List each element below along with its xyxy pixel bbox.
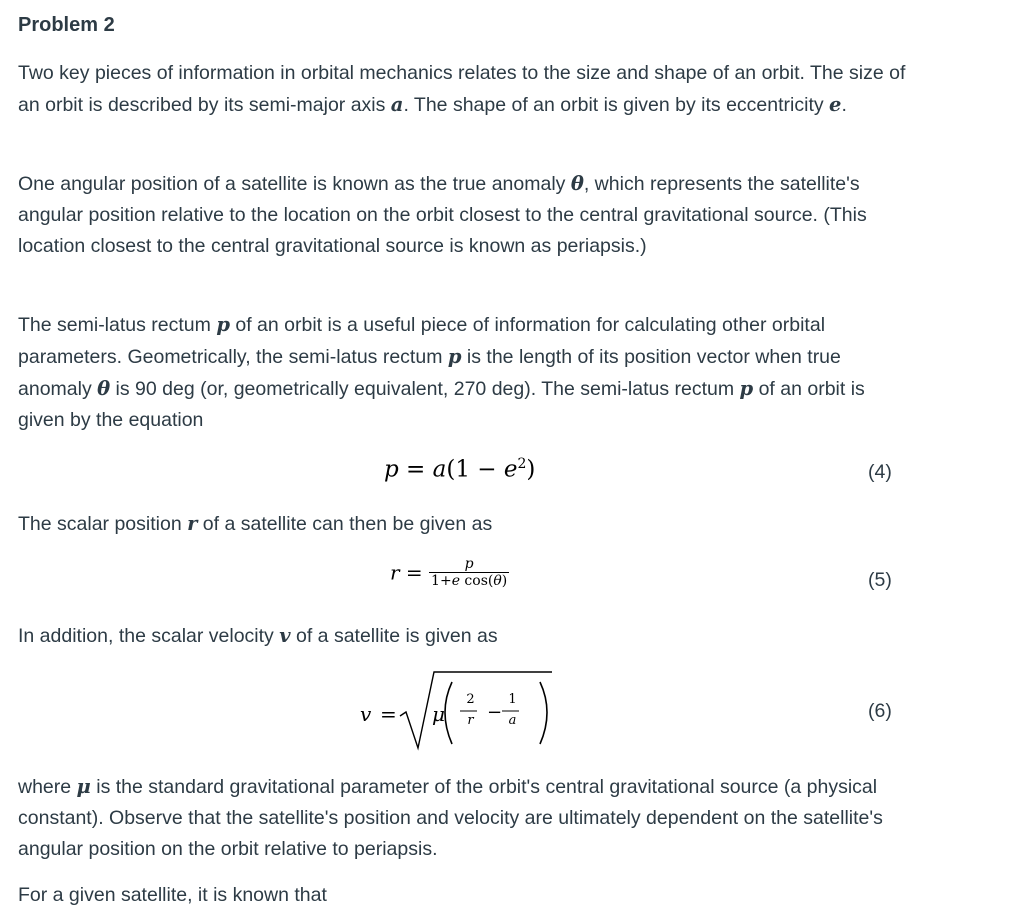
eq-symbol: 1+ [431, 573, 452, 589]
text-segment: is the length of its position vector when true anomaly [18, 346, 841, 400]
eq-symbol: a [432, 456, 447, 483]
fraction-numerator: 1 [508, 692, 517, 707]
eq-symbol: r [390, 560, 400, 585]
text-segment: of a satellite is given as [290, 625, 498, 647]
paragraph-cutoff: For a given satellite, it is known that [18, 884, 327, 906]
paragraph-scalar-position [18, 508, 908, 540]
text-segment: is the standard gravitational parameter of the orbit's central gravitational source (a physical constant). Observe that the satellite's position and velocity are ultimately dependent on the satellite's angular position on the orbit relative to periapsis. [18, 776, 883, 860]
text-segment: , which represents the satellite's angular position relative to the location on the orbit closest to the central gravitational source. (This location closest to the central gravitational source is known as periapsis.) [18, 173, 867, 257]
eq-symbol-mu: μ [432, 702, 445, 726]
eq-symbol: = [405, 560, 423, 585]
var-mu: μ [76, 775, 91, 798]
fraction-r [429, 556, 509, 589]
var-p: p [739, 377, 754, 400]
text-segment: The semi-latus rectum [18, 314, 217, 336]
paragraph-semi-latus-rectum [18, 309, 908, 436]
eq-symbol: − [487, 702, 503, 723]
eq-symbol: = [406, 456, 433, 483]
text-segment: Two key pieces of information in orbital mechanics relates to the size and shape of an orbit. The size of an orbit is described by its semi-major axis [18, 62, 906, 116]
text-segment: where [18, 776, 77, 798]
eq-symbol: v [360, 702, 372, 726]
problem-title: Problem 2 [18, 14, 115, 36]
text-segment: is 90 deg (or, geometrically equivalent, 270 deg). The semi-latus rectum [110, 378, 740, 400]
var-r: r [187, 512, 198, 535]
eq-symbol: θ [493, 573, 502, 589]
var-p: p [216, 313, 230, 336]
fraction-denominator [429, 572, 509, 589]
eq-symbol: ) [501, 573, 508, 589]
equation-5 [390, 556, 509, 589]
eq-symbol: = [380, 702, 397, 726]
text-segment: . [841, 94, 847, 116]
eq-symbol: e [451, 573, 460, 589]
fraction-numerator: p [464, 556, 474, 572]
eq-symbol: cos( [459, 573, 494, 589]
text-segment: of an orbit is a useful piece of information for calculating other orbital parameters. Geometrically, the semi-latus rectum [18, 314, 826, 368]
fraction-denominator: a [508, 713, 517, 728]
var-theta: θ [570, 172, 584, 195]
eq-symbol: (1 − [446, 456, 504, 483]
equation-number-5: (5) [868, 569, 892, 591]
equation-6 [358, 668, 558, 752]
eq-symbol: ) [526, 456, 536, 483]
text-segment: One angular position of a satellite is known as the true anomaly [18, 173, 571, 195]
fraction-denominator: r [467, 713, 474, 728]
equation-4 [384, 456, 535, 483]
paragraph-orbit-size-shape [18, 58, 908, 121]
var-theta: θ [97, 377, 111, 400]
equation-number-6: (6) [868, 700, 892, 722]
sqrt-radical-icon [398, 668, 554, 752]
eq-exponent: 2 [517, 456, 527, 472]
text-segment: of a satellite can then be given as [197, 513, 493, 535]
paragraph-true-anomaly [18, 168, 908, 262]
paragraph-gravitational-parameter [18, 771, 908, 865]
eq-symbol: p [384, 456, 399, 483]
fraction-numerator: 2 [466, 692, 475, 707]
text-segment: of an orbit is given by the equation [18, 378, 865, 431]
var-p: p [447, 345, 462, 368]
text-segment: . The shape of an orbit is given by its eccentricity [403, 94, 830, 116]
text-segment: The scalar position [18, 513, 188, 535]
var-v: v [279, 624, 291, 647]
paragraph-scalar-velocity [18, 620, 908, 652]
var-a: a [390, 93, 404, 116]
var-e: e [829, 93, 842, 116]
equation-number-4: (4) [868, 461, 892, 483]
text-segment: In addition, the scalar velocity [18, 625, 280, 647]
eq-symbol: e [503, 456, 518, 483]
